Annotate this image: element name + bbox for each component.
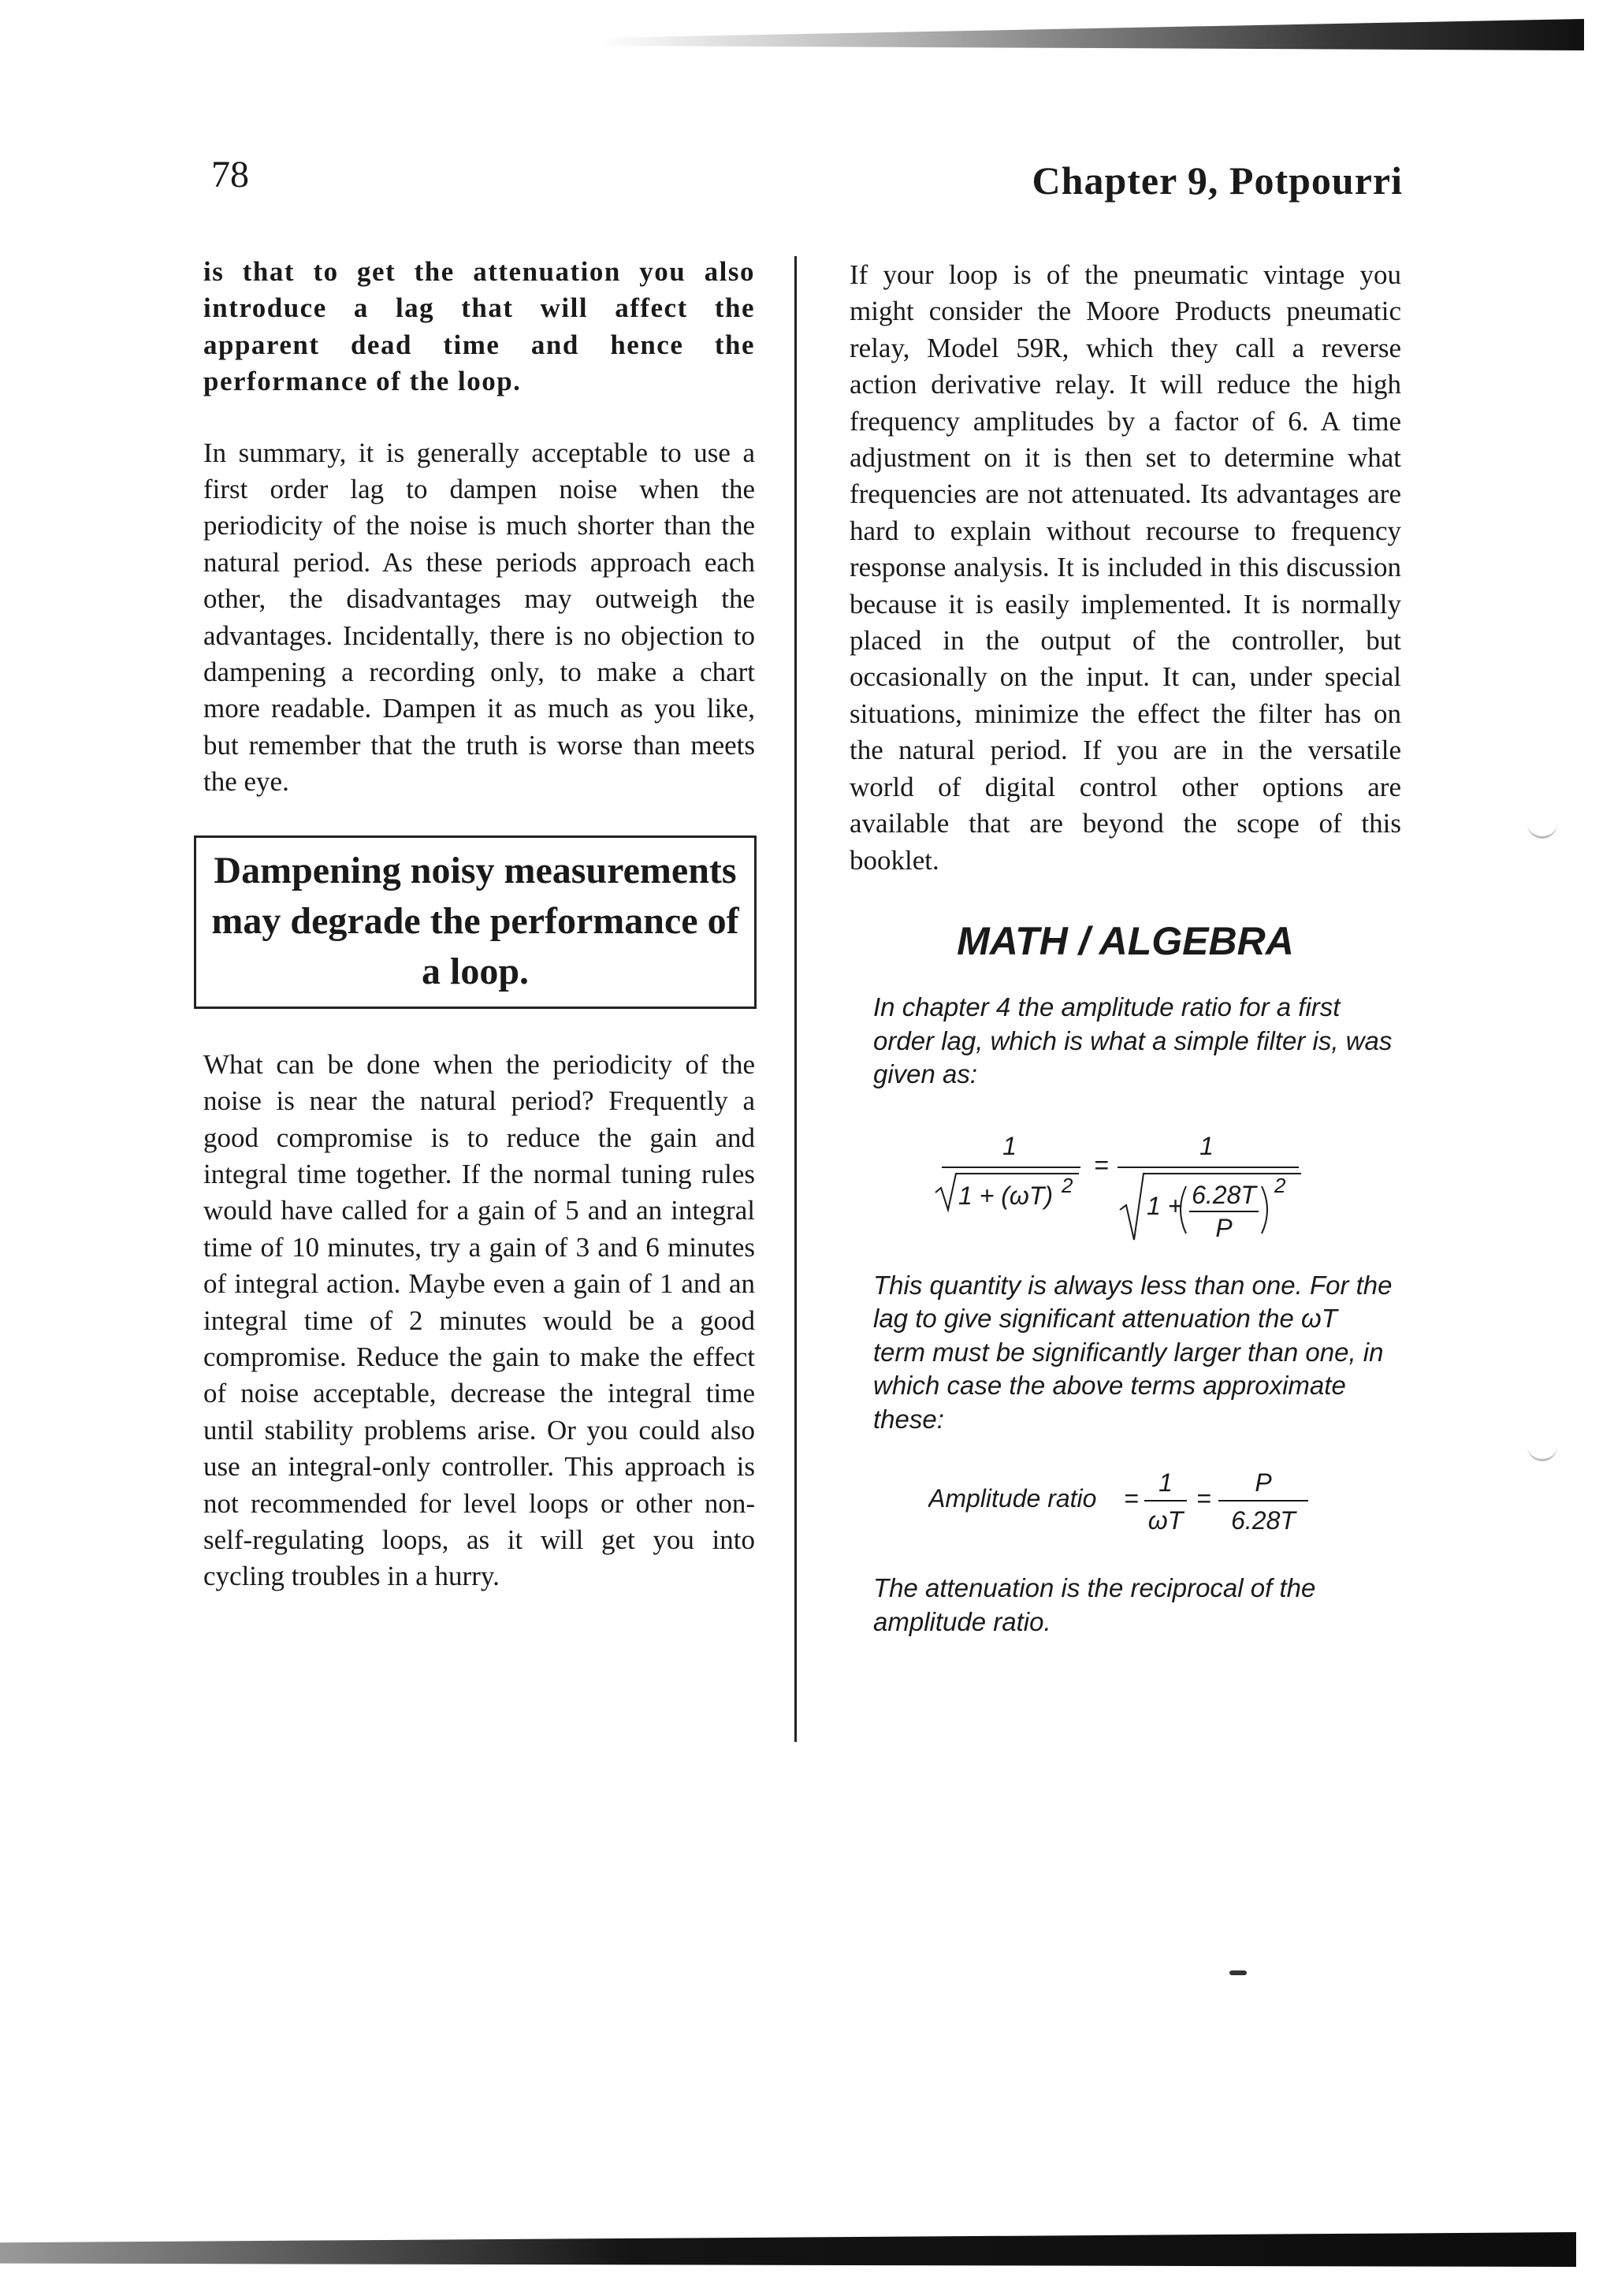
eq2-num-1: 1 — [1158, 1468, 1173, 1498]
eq1-numerator-right: 1 — [1199, 1131, 1214, 1160]
stray-mark — [1229, 1970, 1247, 1975]
page-number: 78 — [211, 154, 249, 195]
eq2-label: Amplitude ratio — [928, 1484, 1097, 1513]
eq1-radicand-left: 1 + (ωT) — [958, 1181, 1054, 1210]
amplitude-approximation-equation — [928, 1466, 1338, 1537]
eq2-den-2: 6.28T — [1231, 1506, 1296, 1535]
eq2-equals-2: = — [1196, 1484, 1211, 1513]
margin-smudge-2 — [1527, 1438, 1557, 1461]
math-intro: In chapter 4 the amplitude ratio for a first order lag, which is what a simple filter is, was given as: — [873, 992, 1393, 1089]
eq2-equals-1: = — [1124, 1484, 1139, 1513]
math-heading: MATH / ALGEBRA — [957, 918, 1294, 963]
left-paragraph-3: What can be done when the periodicity of the noise is near the natural period? Frequently a good compromise is to reduce the gain and integral time together. If the normal tuning rules would have called for a gain of 5 and an integral time of 10 minutes, try a gain of 3 and 6 minutes of integral action. Maybe even a gain of 1 and an integral time of 2 minutes would be a good compromise. Reduce the gain to make the effect of noise acceptable, decrease the integral time until stability problems arise. Or you could also use an integral-only controller. This approach is not recommended for level loops or other non-self-regulating loops, as it will get you into cycling troubles in a hurry. — [203, 1048, 755, 1592]
math-paragraph-3: The attenuation is the reciprocal of the amplitude ratio. — [873, 1573, 1316, 1636]
right-paragraph-1: If your loop is of the pneumatic vintage you might consider the Moore Products pneumatic relay, Model 59R, which they call a reverse action derivative relay. It will reduce the high frequency amplitudes by a factor of 6. A time adjustment on it is then set to determine what frequencies are not attenuated. Its advantages are hard to explain without recourse to frequency response analysis. It is included in this discussion because it is easily implemented. It is normally placed in the output of the controller, but occasionally on the input. It can, under special situations, minimize the effect the filter has on the natural period. If you are in the versatile world of digital control other options are available that are beyond the scope of this booklet. — [850, 259, 1401, 876]
eq1-inner-numerator: 6.28T — [1192, 1180, 1256, 1209]
eq1-exponent-right: 2 — [1274, 1173, 1286, 1197]
eq1-right-paren — [1262, 1186, 1267, 1234]
eq1-inner-denominator: P — [1215, 1213, 1233, 1242]
column-divider — [794, 256, 797, 1742]
scan-edge-top — [599, 19, 1584, 50]
eq1-numerator-left: 1 — [1002, 1131, 1017, 1160]
eq1-equals: = — [1094, 1150, 1109, 1179]
margin-smudge-1 — [1527, 816, 1557, 839]
eq2-num-2: P — [1255, 1468, 1272, 1498]
eq2-den-1: ωT — [1147, 1506, 1184, 1535]
eq1-exponent-left: 2 — [1062, 1173, 1073, 1197]
callout-box: Dampening noisy measurements may degrade the performance of a loop. — [194, 835, 757, 1009]
amplitude-ratio-equation — [932, 1122, 1311, 1252]
left-column — [203, 254, 755, 1630]
scan-edge-bottom — [0, 2232, 1576, 2267]
math-paragraph-2: This quantity is always less than one. For the lag to give significant attenuation the ωT term must be significantly larger than one, in which case the above terms approximate these: — [873, 1270, 1393, 1434]
left-paragraph-1: is that to get the attenuation you also introduce a lag that will affect the apparent dead time and hence the performance of the loop. — [203, 256, 755, 397]
eq1-radicand-right-one: 1 + — [1147, 1191, 1183, 1220]
right-column — [850, 257, 1401, 1669]
left-paragraph-2: In summary, it is generally acceptable to use a first order lag to dampen noise when the periodicity of the noise is much shorter than the natural period. As these periods approach each other, the disadvantages may outweigh the advantages. Incidentally, there is no objection to dampening a recording only, to make a chart more readable. Dampen it as much as you like, but remember that the truth is worse than meets the eye. — [203, 437, 755, 798]
chapter-title: Chapter 9, Potpourri — [1032, 158, 1403, 203]
